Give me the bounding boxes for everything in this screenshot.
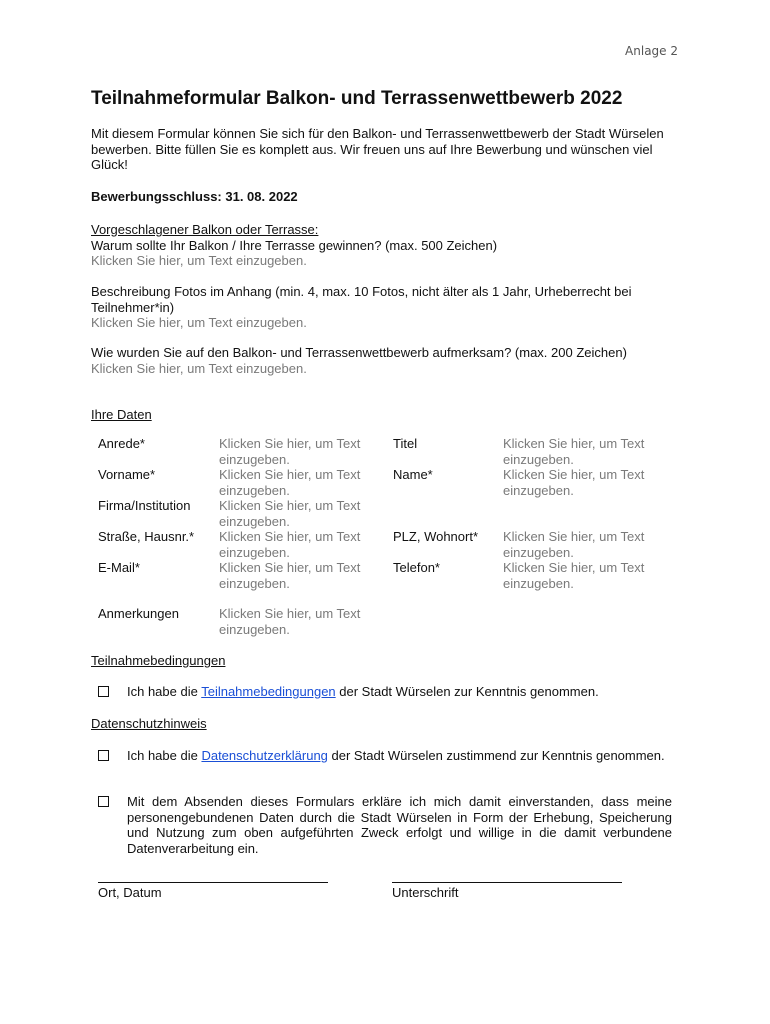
titel-label: Titel — [393, 436, 418, 451]
intro-text: Mit diesem Formular können Sie sich für den Balkon- und Terrassenwettbewerb der Stadt Würselen bewerben. Bitte füllen Sie es komplett aus. Wir freuen uns auf Ihre Bewerbung und wünschen viel Glück! — [91, 126, 664, 172]
place-date-line — [98, 882, 328, 883]
titel-field[interactable]: Klicken Sie hier, um Text einzugeben. — [503, 436, 645, 467]
table-row — [91, 606, 673, 637]
conditions-heading: Teilnahmebedingungen — [91, 653, 226, 668]
table-row — [91, 529, 673, 560]
anrede-field[interactable]: Klicken Sie hier, um Text einzugeben. — [219, 436, 361, 467]
deadline: Bewerbungsschluss: 31. 08. 2022 — [91, 189, 298, 204]
strasse-field[interactable]: Klicken Sie hier, um Text einzugeben. — [219, 529, 361, 560]
signature-line — [392, 882, 622, 883]
email-label: E-Mail* — [98, 560, 140, 575]
conditions-link[interactable]: Teilnahmebedingungen — [201, 684, 336, 699]
plz-label: PLZ, Wohnort* — [393, 529, 479, 544]
vorname-field[interactable]: Klicken Sie hier, um Text einzugeben. — [219, 467, 361, 498]
question-source — [91, 345, 681, 376]
consent-text: Mit dem Absenden dieses Formulars erkläre ich mich damit einverstanden, dass meine personengebundenen Daten durch die Stadt Würselen in Form der Erhebung, Speicherung und Nutzung zum oben aufgeführten Zweck erfolgt und willige in die damit verbundene Datenverarbeitung ein. — [127, 794, 672, 856]
photos-answer-field[interactable]: Klicken Sie hier, um Text einzugeben. — [91, 315, 307, 330]
balcony-heading: Vorgeschlagener Balkon oder Terrasse: — [91, 222, 319, 237]
source-question: Wie wurden Sie auf den Balkon- und Terrassenwettbewerb aufmerksam? (max. 200 Zeichen) — [91, 345, 627, 360]
source-answer-field[interactable]: Klicken Sie hier, um Text einzugeben. — [91, 360, 307, 376]
name-label: Name* — [393, 467, 433, 482]
firma-field[interactable]: Klicken Sie hier, um Text einzugeben. — [219, 498, 361, 529]
personal-heading: Ihre Daten — [91, 407, 152, 422]
signature-label: Unterschrift — [392, 885, 459, 900]
privacy-checkbox[interactable] — [98, 750, 109, 761]
telefon-field[interactable]: Klicken Sie hier, um Text einzugeben. — [503, 560, 645, 591]
balcony-answer-field[interactable]: Klicken Sie hier, um Text einzugeben. — [91, 253, 307, 268]
firma-label: Firma/Institution — [98, 498, 191, 513]
consent-checkbox[interactable] — [98, 796, 109, 807]
privacy-heading: Datenschutzhinweis — [91, 716, 207, 731]
question-balcony — [91, 222, 681, 269]
telefon-label: Telefon* — [393, 560, 440, 575]
strasse-label: Straße, Hausnr.* — [98, 529, 195, 544]
conditions-text: Ich habe die Teilnahmebedingungen der Stadt Würselen zur Kenntnis genommen. — [127, 684, 599, 699]
anmerkungen-field[interactable]: Klicken Sie hier, um Text einzugeben. — [219, 606, 361, 637]
anrede-label: Anrede* — [98, 436, 145, 451]
balcony-question: Warum sollte Ihr Balkon / Ihre Terrasse gewinnen? (max. 500 Zeichen) — [91, 237, 498, 253]
table-row — [91, 498, 673, 529]
conditions-item — [98, 684, 672, 700]
annex-label: Anlage 2 — [625, 44, 678, 58]
privacy-item — [98, 748, 672, 764]
question-photos — [91, 284, 681, 331]
table-row — [91, 560, 673, 606]
privacy-text: Ich habe die Datenschutzerklärung der Stadt Würselen zustimmend zur Kenntnis genommen. — [127, 748, 665, 763]
personal-data-table — [91, 436, 673, 637]
vorname-label: Vorname* — [98, 467, 156, 482]
table-row — [91, 436, 673, 467]
consent-item — [98, 794, 672, 856]
page-title: Teilnahmeformular Balkon- und Terrassenwettbewerb 2022 — [91, 88, 623, 109]
photos-question: Beschreibung Fotos im Anhang (min. 4, max. 10 Fotos, nicht älter als 1 Jahr, Urheberrecht bei Teilnehmer*in) — [91, 284, 632, 315]
email-field[interactable]: Klicken Sie hier, um Text einzugeben. — [219, 560, 361, 591]
place-date-label: Ort, Datum — [98, 885, 162, 900]
conditions-checkbox[interactable] — [98, 686, 109, 697]
name-field[interactable]: Klicken Sie hier, um Text einzugeben. — [503, 467, 645, 498]
plz-field[interactable]: Klicken Sie hier, um Text einzugeben. — [503, 529, 645, 560]
privacy-link[interactable]: Datenschutzerklärung — [201, 748, 328, 763]
anmerkungen-label: Anmerkungen — [98, 606, 179, 621]
table-row — [91, 467, 673, 498]
